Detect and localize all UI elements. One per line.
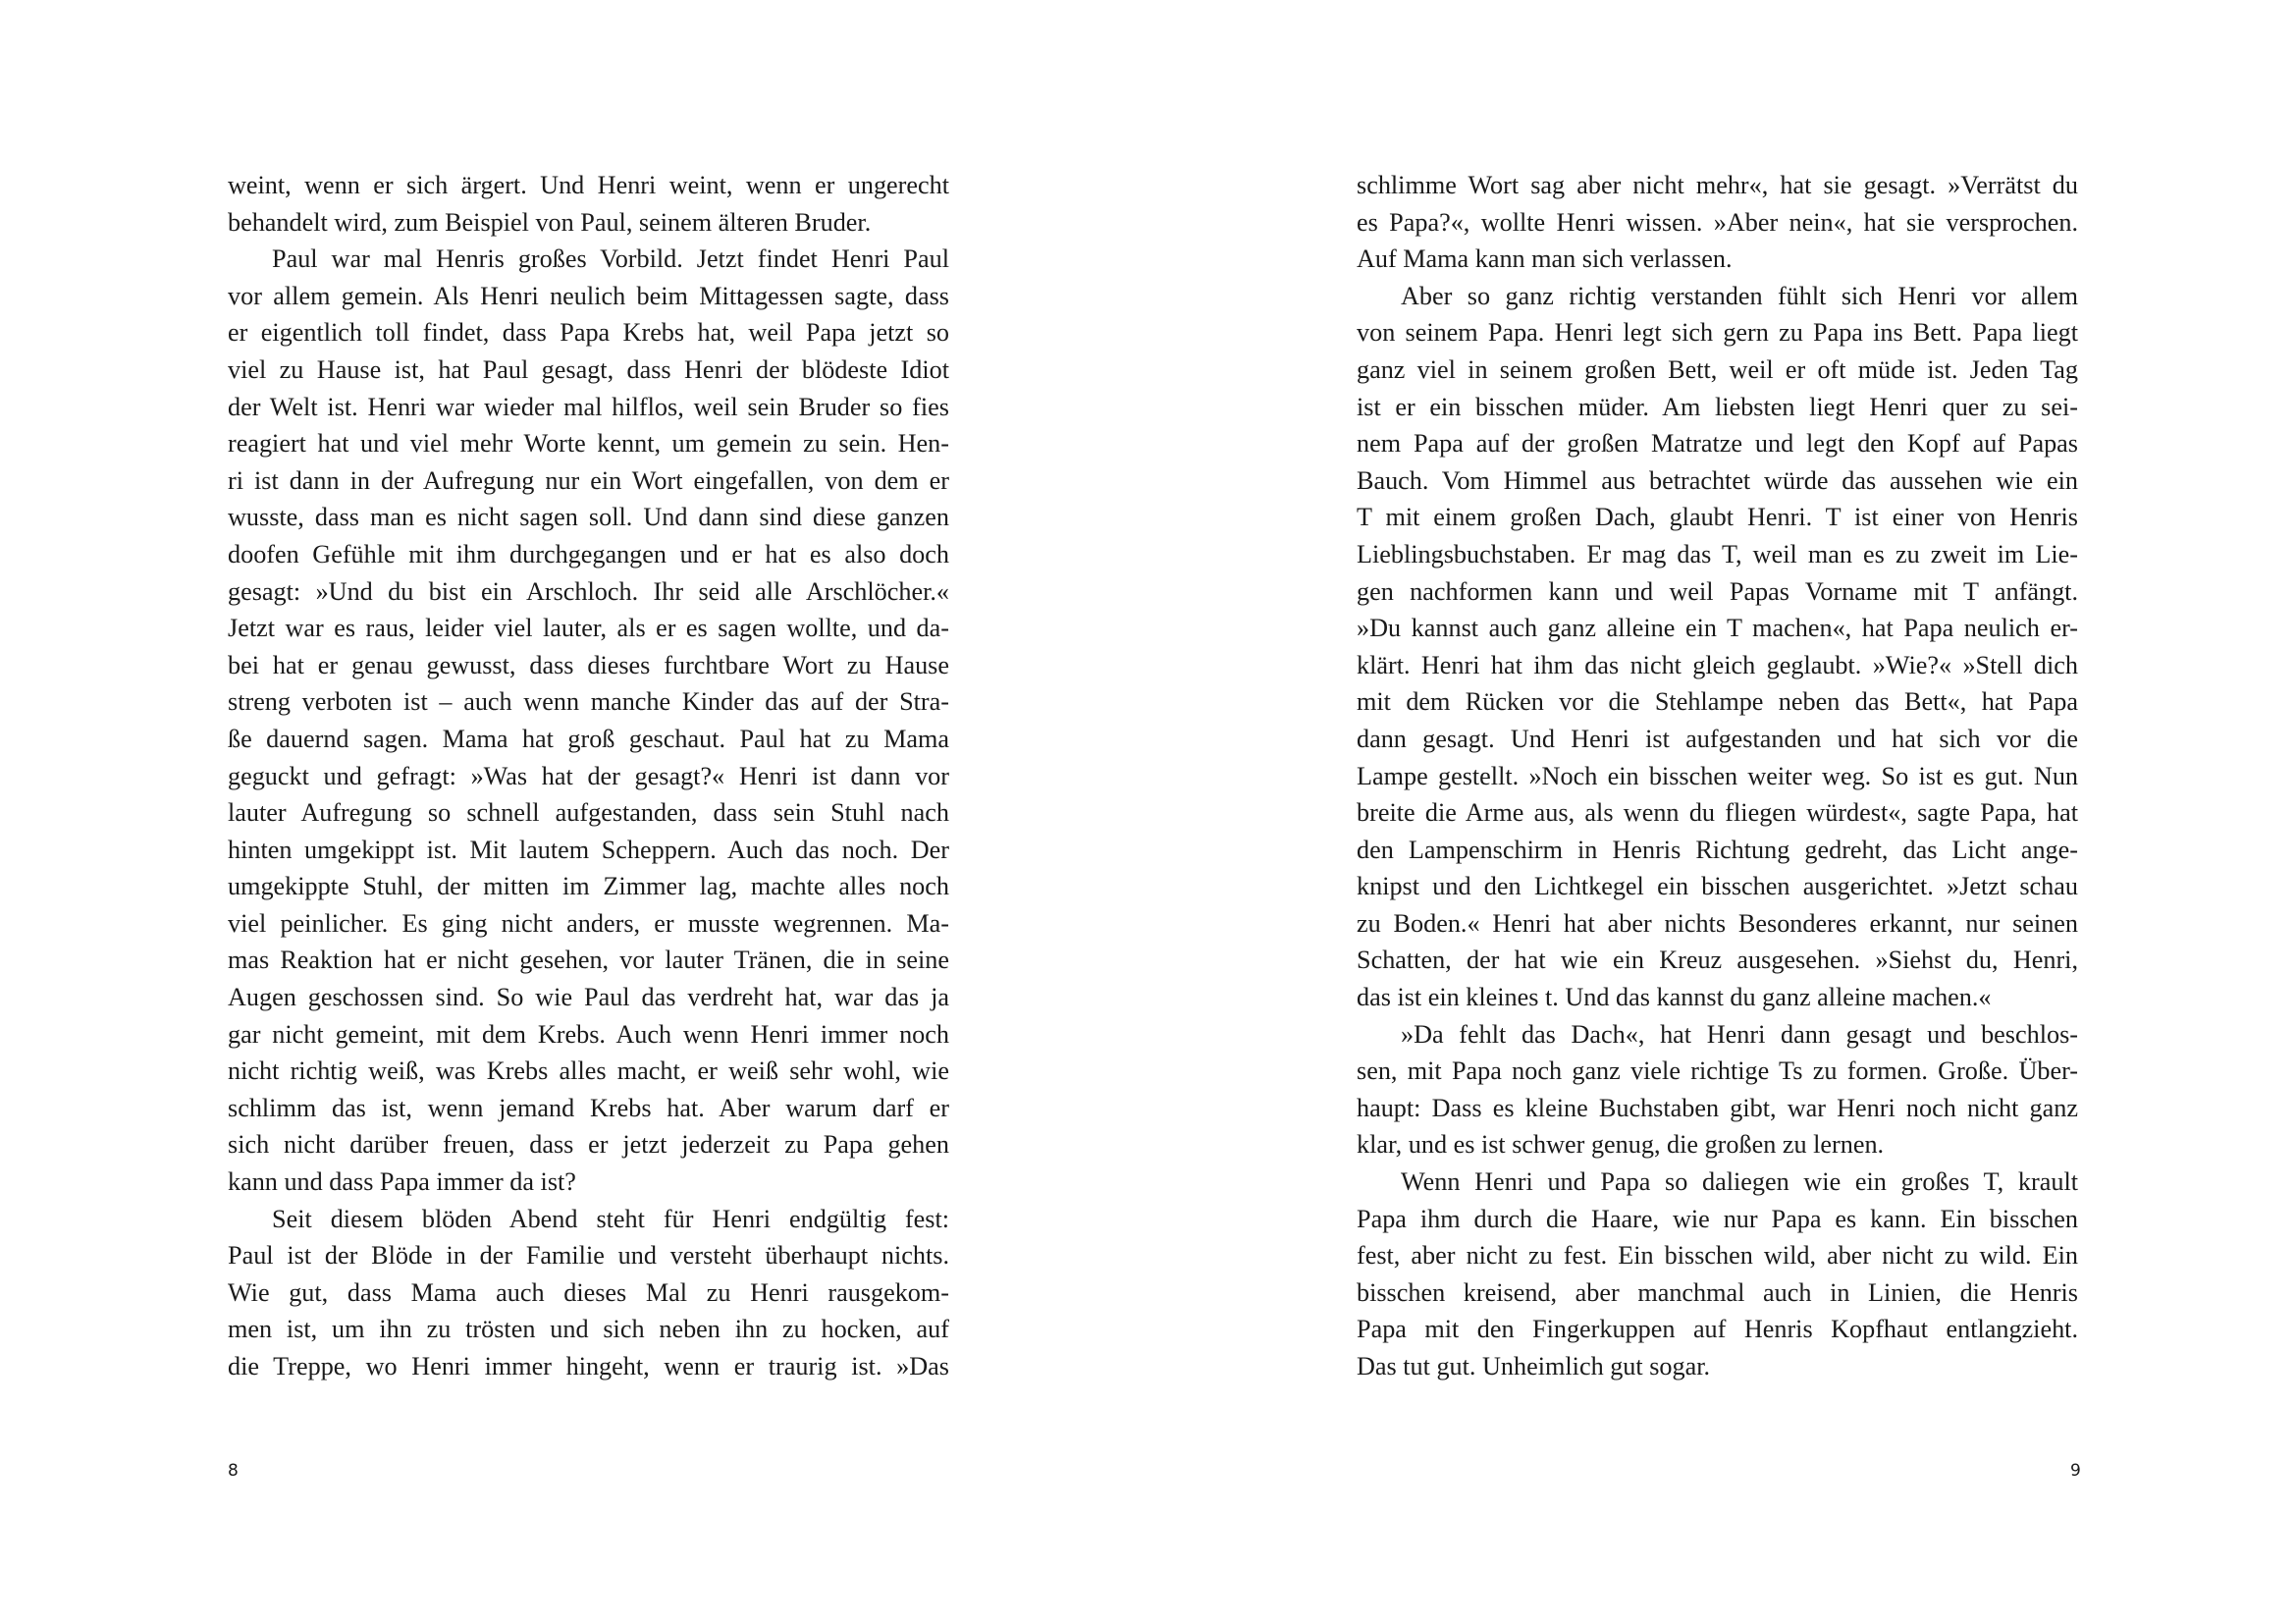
text-line: Wie gut, dass Mama auch dieses Mal zu Henri rausgekom-	[228, 1277, 949, 1307]
text-line: viel peinlicher. Es ging nicht anders, er musste wegrennen. Ma-	[228, 908, 949, 938]
text-line: fest, aber nicht zu fest. Ein bisschen wild, aber nicht zu wild. Ein	[1357, 1241, 2078, 1271]
text-line: er eigentlich toll findet, dass Papa Krebs hat, weil Papa jetzt so	[228, 318, 949, 348]
text-line: T mit einem großen Dach, glaubt Henri. T ist einer von Henris	[1357, 503, 2078, 532]
text-line: doofen Gefühle mit ihm durchgegangen und er hat es also doch	[228, 539, 949, 568]
left-page-text	[228, 167, 949, 1385]
text-line: umgekippte Stuhl, der mitten im Zimmer lag, machte alles noch	[228, 872, 949, 901]
text-line: gesagt: »Und du bist ein Arschloch. Ihr seid alle Arschlöcher.«	[228, 576, 949, 606]
text-line: kann und dass Papa immer da ist?	[228, 1167, 576, 1197]
text-line: knipst und den Lichtkegel ein bisschen ausgerichtet. »Jetzt schau	[1357, 872, 2078, 901]
text-line: nicht richtig weiß, was Krebs alles macht, er weiß sehr wohl, wie	[228, 1056, 949, 1086]
text-line: breite die Arme aus, als wenn du fliegen würdest«, sagte Papa, hat	[1357, 798, 2078, 828]
text-line: Aber so ganz richtig verstanden fühlt sich Henri vor allem	[1401, 281, 2078, 310]
text-line: ri ist dann in der Aufregung nur ein Wort eingefallen, von dem er	[228, 465, 949, 495]
text-line: Jetzt war es raus, leider viel lauter, als er es sagen wollte, und da-	[228, 614, 949, 643]
text-line: das ist ein kleines t. Und das kannst du ganz alleine machen.«	[1357, 983, 1992, 1012]
text-line: Seit diesem blöden Abend steht für Henri endgültig fest:	[272, 1204, 949, 1233]
text-line: Papa ihm durch die Haare, wie nur Papa es kann. Ein bisschen	[1357, 1204, 2078, 1233]
text-line: »Da fehlt das Dach«, hat Henri dann gesagt und beschlos-	[1401, 1019, 2078, 1049]
text-line: Das tut gut. Unheimlich gut sogar.	[1357, 1352, 1711, 1380]
text-line: zu Boden.« Henri hat aber nichts Besonderes erkannt, nur seinen	[1357, 908, 2078, 938]
right-page-text	[1357, 167, 2078, 1385]
page-number: 9	[2070, 1461, 2081, 1481]
text-line: den Lampenschirm in Henris Richtung gedreht, das Licht ange-	[1357, 835, 2078, 864]
text-line: gen nachformen kann und weil Papas Vorname mit T anfängt.	[1357, 576, 2078, 606]
text-line: schlimme Wort sag aber nicht mehr«, hat sie gesagt. »Verrätst du	[1357, 171, 2078, 199]
text-line: ße dauernd sagen. Mama hat groß geschaut. Paul hat zu Mama	[228, 724, 949, 753]
text-line: Schatten, der hat wie ein Kreuz ausgesehen. »Siehst du, Henri,	[1357, 946, 2078, 975]
text-line: lauter Aufregung so schnell aufgestanden, dass sein Stuhl nach	[228, 798, 949, 828]
text-line: mas Reaktion hat er nicht gesehen, vor lauter Tränen, die in seine	[228, 946, 949, 975]
text-line: nem Papa auf der großen Matratze und legt den Kopf auf Papas	[1357, 429, 2078, 459]
text-line: hinten umgekippt ist. Mit lautem Scheppern. Auch das noch. Der	[228, 835, 949, 864]
text-line: Papa mit den Fingerkuppen auf Henris Kopfhaut entlangzieht.	[1357, 1315, 2078, 1344]
text-line: streng verboten ist – auch wenn manche Kinder das auf der Stra-	[228, 687, 949, 717]
text-line: Lieblingsbuchstaben. Er mag das T, weil man es zu zweit im Lie-	[1357, 539, 2078, 568]
text-line: Bauch. Vom Himmel aus betrachtet würde das aussehen wie ein	[1357, 465, 2078, 495]
text-line: sich nicht darüber freuen, dass er jetzt jederzeit zu Papa gehen	[228, 1130, 949, 1160]
text-line: der Welt ist. Henri war wieder mal hilflos, weil sein Bruder so fies	[228, 392, 949, 421]
text-line: schlimm das ist, wenn jemand Krebs hat. Aber warum darf er	[228, 1093, 949, 1122]
text-line: Paul ist der Blöde in der Familie und versteht überhaupt nichts.	[228, 1241, 949, 1271]
text-line: vor allem gemein. Als Henri neulich beim Mittagessen sagte, dass	[228, 281, 949, 310]
text-line: dann gesagt. Und Henri ist aufgestanden und hat sich vor die	[1357, 724, 2078, 753]
text-line: die Treppe, wo Henri immer hingeht, wenn er traurig ist. »Das	[228, 1352, 949, 1380]
text-line: men ist, um ihn zu trösten und sich neben ihn zu hocken, auf	[228, 1315, 949, 1344]
text-line: mit dem Rücken vor die Stehlampe neben das Bett«, hat Papa	[1357, 687, 2078, 717]
text-line: haupt: Dass es kleine Buchstaben gibt, war Henri noch nicht ganz	[1357, 1093, 2078, 1122]
text-line: es Papa?«, wollte Henri wissen. »Aber nein«, hat sie versprochen.	[1357, 207, 2078, 237]
text-line: wusste, dass man es nicht sagen soll. Und dann sind diese ganzen	[228, 503, 949, 532]
text-line: Lampe gestellt. »Noch ein bisschen weiter weg. So ist es gut. Nun	[1357, 761, 2078, 790]
text-line: Auf Mama kann man sich verlassen.	[1357, 244, 1733, 274]
text-line: klärt. Henri hat ihm das nicht gleich geglaubt. »Wie?« »Stell dich	[1357, 650, 2078, 679]
text-line: »Du kannst auch ganz alleine ein T machen«, hat Papa neulich er-	[1357, 614, 2078, 643]
text-line: ganz viel in seinem großen Bett, weil er oft müde ist. Jeden Tag	[1357, 354, 2078, 384]
text-line: bisschen kreisend, aber manchmal auch in Linien, die Henris	[1357, 1277, 2078, 1307]
text-line: behandelt wird, zum Beispiel von Paul, seinem älteren Bruder.	[228, 207, 872, 237]
text-line: von seinem Papa. Henri legt sich gern zu Papa ins Bett. Papa liegt	[1357, 318, 2078, 348]
text-line: sen, mit Papa noch ganz viele richtige Ts zu formen. Große. Über-	[1357, 1056, 2078, 1086]
text-line: ist er ein bisschen müder. Am liebsten liegt Henri quer zu sei-	[1357, 392, 2078, 421]
text-line: klar, und es ist schwer genug, die großen zu lernen.	[1357, 1130, 1885, 1160]
right-page	[1148, 0, 2296, 1624]
text-line: Augen geschossen sind. So wie Paul das verdreht hat, war das ja	[228, 983, 949, 1012]
text-line: Wenn Henri und Papa so daliegen wie ein großes T, krault	[1401, 1167, 2078, 1197]
text-line: viel zu Hause ist, hat Paul gesagt, dass Henri der blödeste Idiot	[228, 354, 949, 384]
text-line: Paul war mal Henris großes Vorbild. Jetzt findet Henri Paul	[272, 244, 949, 274]
text-line: gar nicht gemeint, mit dem Krebs. Auch wenn Henri immer noch	[228, 1019, 949, 1049]
text-line: geguckt und gefragt: »Was hat der gesagt?« Henri ist dann vor	[228, 761, 949, 790]
text-line: reagiert hat und viel mehr Worte kennt, um gemein zu sein. Hen-	[228, 429, 949, 459]
page-number: 8	[228, 1461, 239, 1481]
text-line: weint, wenn er sich ärgert. Und Henri weint, wenn er ungerecht	[228, 171, 949, 199]
text-line: bei hat er genau gewusst, dass dieses furchtbare Wort zu Hause	[228, 650, 949, 679]
